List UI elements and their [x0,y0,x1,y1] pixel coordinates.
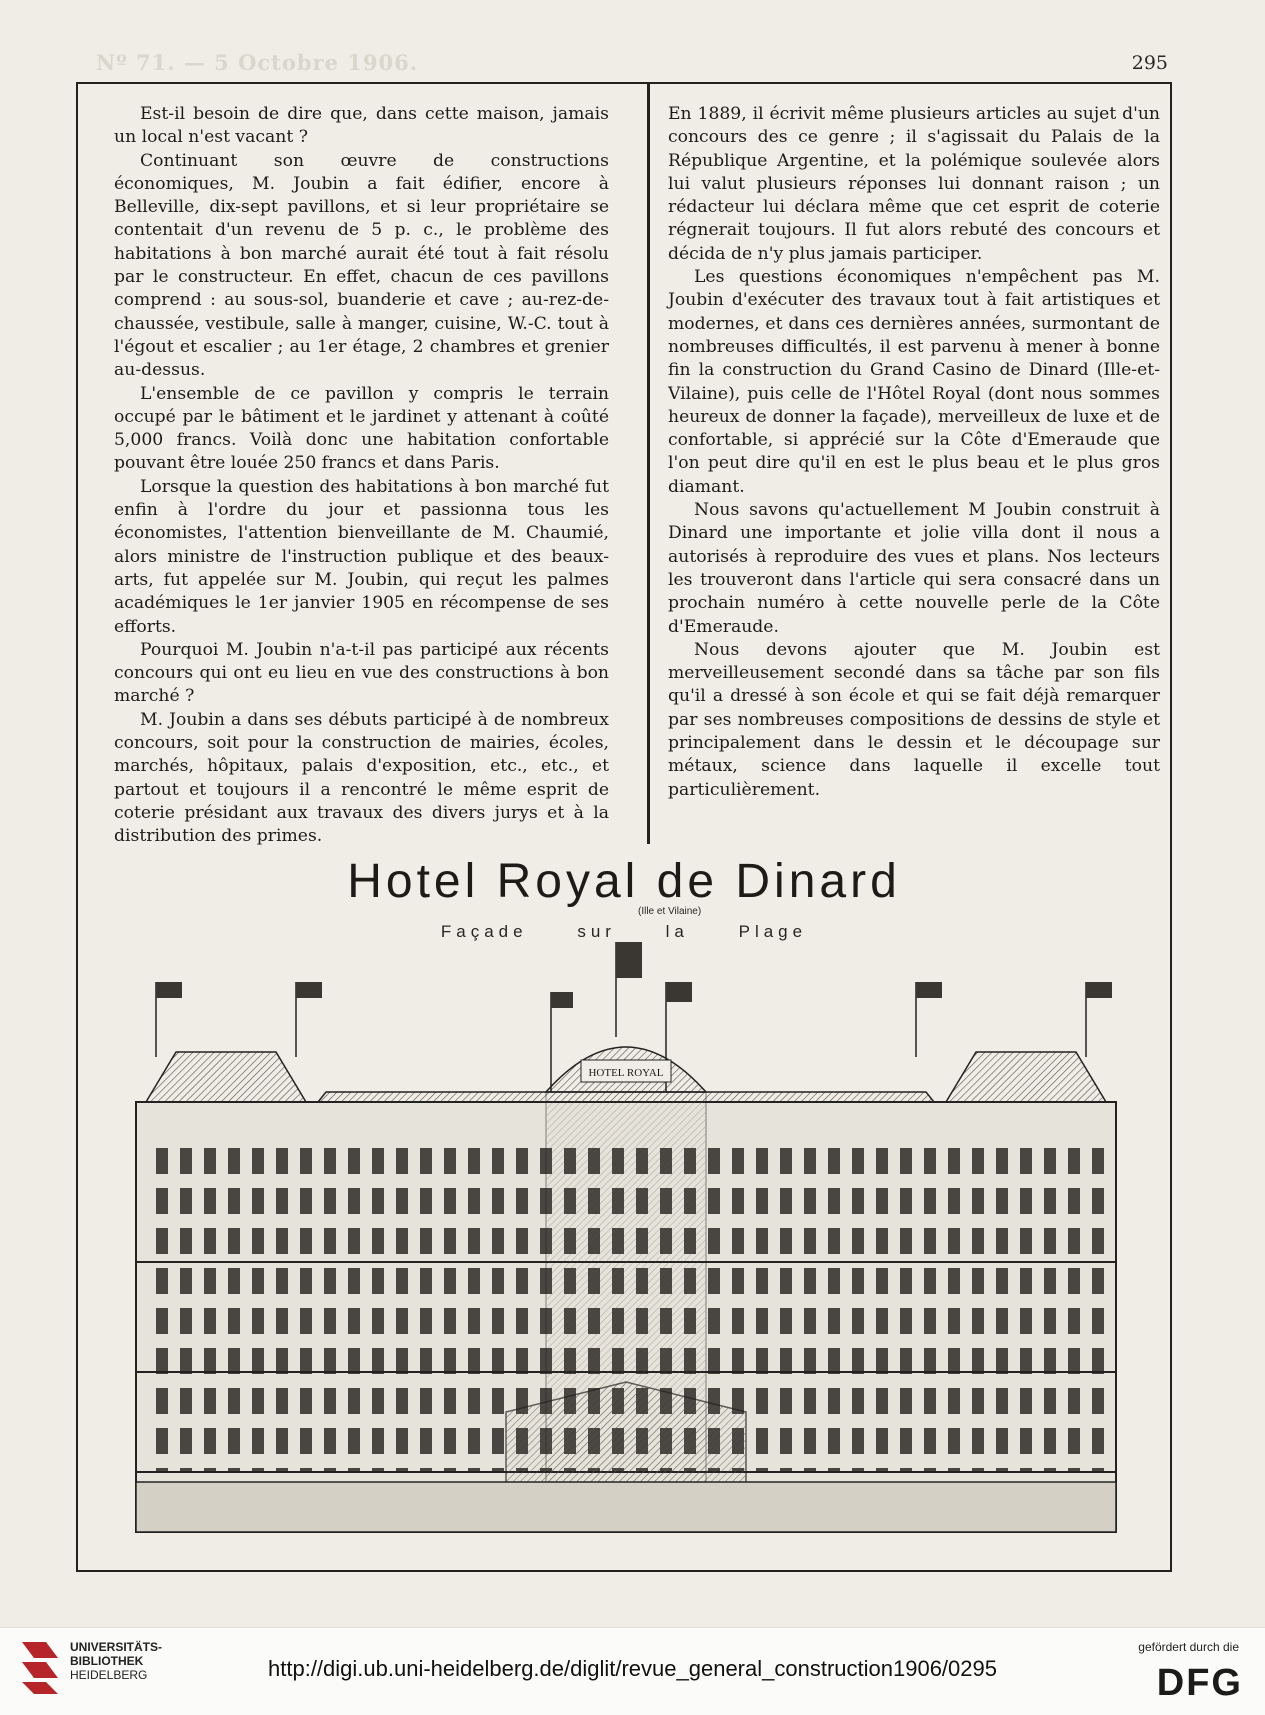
paragraph: Est-il besoin de dire que, dans cette maison, jamais un local n'est vacant ? [114,104,609,148]
dfg-logo: DFG [1156,1662,1243,1704]
sponsor-label: gefördert durch die [1138,1640,1239,1654]
region-note: (Ille et Vilaine) [638,906,702,917]
page-frame [76,82,1172,1572]
paragraph: L'ensemble de ce pavillon y compris le terrain occupé par le bâtiment et le jardinet y attenant à coûté 5,000 francs. Voilà donc une habitation confortable pouvant être louée 250 francs et dans Paris. [114,383,609,474]
paragraph: Pourquoi M. Joubin n'a-t-il pas participé aux récents concours qui ont eu lieu en vue des constructions à bon marché ? [114,639,609,707]
hotel-illustration [78,846,1170,1566]
paragraph: Nous savons qu'actuellement M Joubin construit à Dinard une importante et jolie villa dont il nous a autorisés à reproduire des vues et plans. Nos lecteurs les trouveront dans l'article qui sera consacré dans un prochain numéro à cette nouvelle perle de la Côte d'Emeraude. [668,500,1160,637]
page-header [96,50,1168,80]
library-name: UNIVERSITÄTS- BIBLIOTHEK HEIDELBERG [70,1640,163,1682]
footer-bar [0,1627,1265,1715]
illustration-subtitle: Façade sur la Plage [440,922,808,941]
column-divider [647,84,650,844]
illustration-title: Hotel Royal de Dinard [347,855,901,908]
left-column [114,103,609,849]
hotel-facade-drawing [126,942,1126,1542]
text-columns [78,84,1170,847]
paragraph: Les questions économiques n'empêchent pas M. Joubin d'exécuter des travaux tout à fait artistiques et modernes, et dans ces dernières années, surmontant de nombreuses difficultés, il est parvenu à mener à bonne fin la construction du Grand Casino de Dinard (Ille-et-Vilaine), puis celle de l'Hôtel Royal (dont nous sommes heureux de donner la façade), merveilleux de luxe et de confortable, si apprécié sur la Côte d'Emeraude que l'on peut dire qu'il en est le plus beau et le plus gros diamant. [668,267,1160,497]
paragraph: En 1889, il écrivit même plusieurs articles au sujet d'un concours des ce genre ; il s'agissait du Palais de la République Argentine, et la polémique soulevée alors lui valut plusieurs réponses lui donnant raison ; un rédacteur lui déclara même que cet esprit de coterie régnerait toujours. Il fut alors rebuté des concours et décida de n'y plus jamais participer. [668,104,1160,264]
permalink-url[interactable]: http://digi.ub.uni-heidelberg.de/diglit/revue_general_construction1906/0295 [268,1656,997,1681]
paragraph: M. Joubin a dans ses débuts participé à de nombreux concours, soit pour la construction de mairies, écoles, marchés, hôpitaux, palais d'exposition, etc., etc., et partout et toujours il a rencontré le même esprit de coterie présidant aux travaux des divers jurys et à la distribution des primes. [114,709,609,847]
paragraph: Lorsque la question des habitations à bon marché fut enfin à l'ordre du jour et passionna tous les économistes, l'attention bienveillante de M. Chaumié, alors ministre de l'instruction publique et des beaux-arts, fut appelée sur M. Joubin, qui reçut les palmes académiques le 1er janvier 1905 en récompense de ses efforts. [114,476,609,637]
running-title: Nº 71. — 5 Octobre 1906. [96,50,419,75]
paragraph: Continuant son œuvre de constructions économiques, M. Joubin a fait édifier, encore à Belleville, dix-sept pavillons, et si leur propriétaire se contentait d'un revenu de 5 p. c., le problème des habitations à bon marché aurait été tout à fait résolu par le constructeur. En effet, chacun de ces pavillons comprend : au sous-sol, buanderie et cave ; au-rez-de-chaussée, vestibule, salle à manger, cuisine, W.-C. tout à l'égout et escalier ; au 1er étage, 2 chambres et grenier au-dessus. [114,150,609,381]
hotel-sign-text: HOTEL ROYAL [588,1067,664,1079]
page-number: 295 [1131,52,1168,74]
right-column [668,103,1160,802]
paragraph: Nous devons ajouter que M. Joubin est merveilleusement secondé dans sa tâche par son fils qu'il a dressé à son école et qui se fait déjà remarquer par ses nombreuses compositions de dessins de style et principalement dans le dessin et le découpage sur métaux, science dans laquelle il excelle tout particulièrement. [668,639,1160,800]
